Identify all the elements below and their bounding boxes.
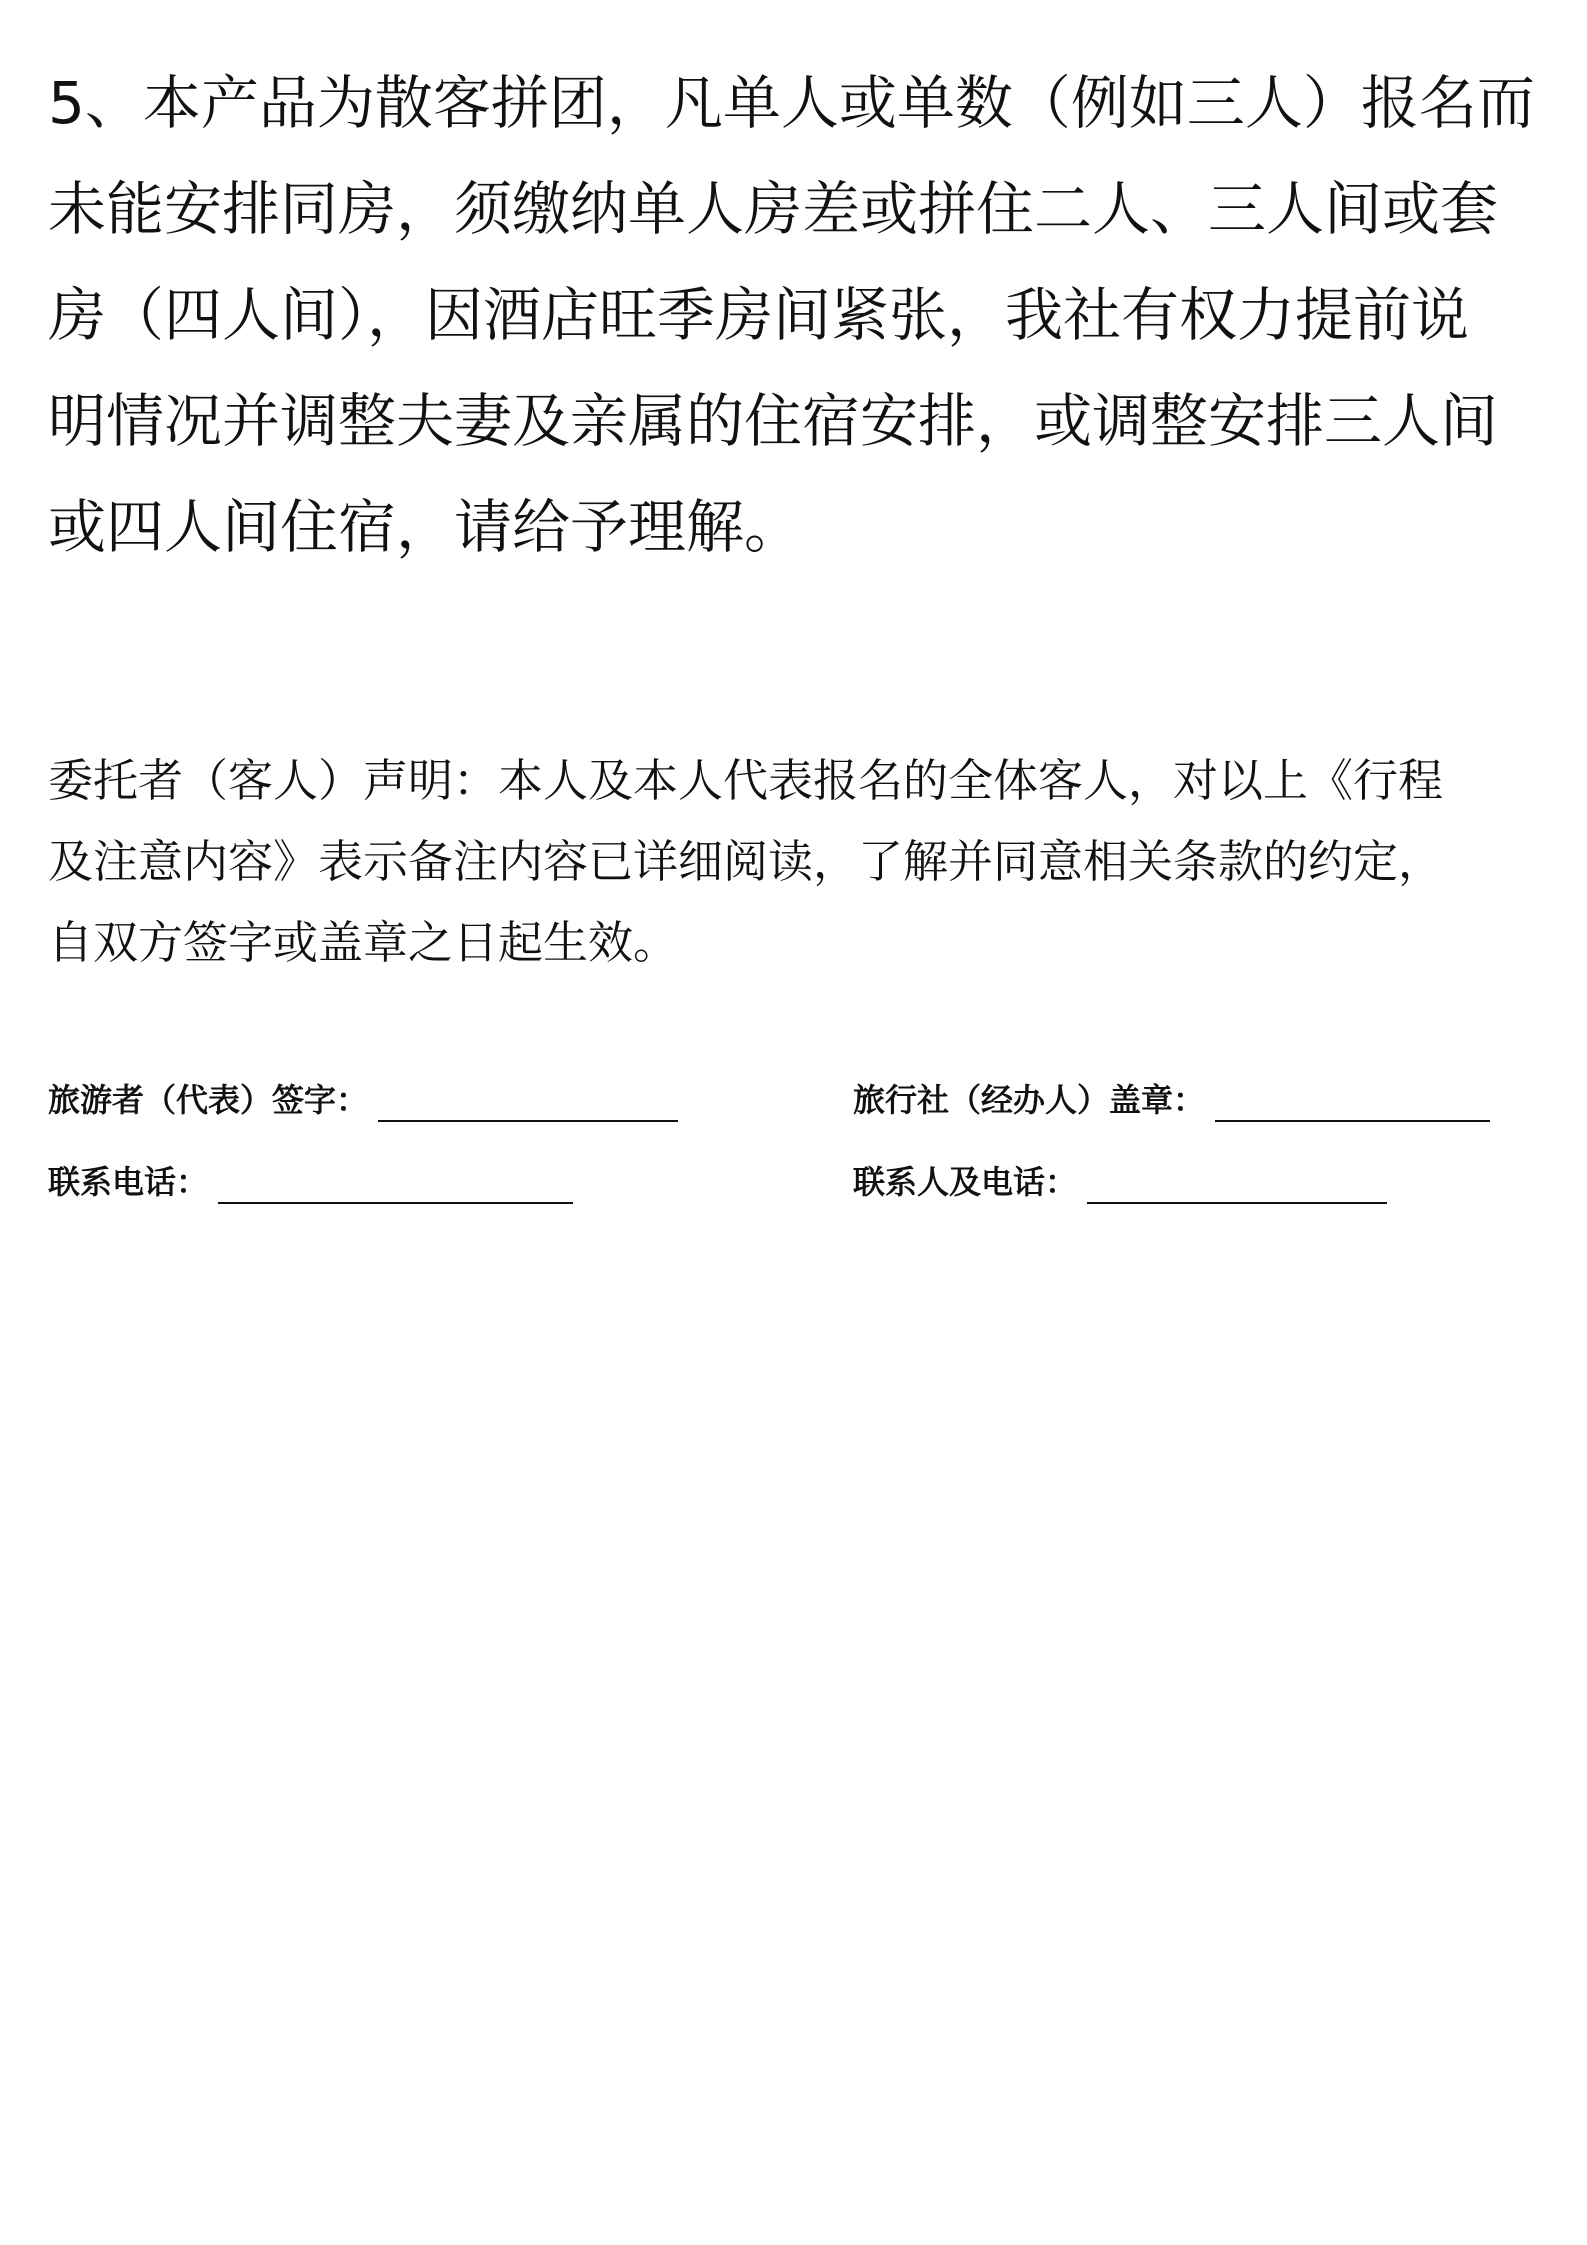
declaration-line: 自双方签字或盖章之日起生效。 bbox=[48, 916, 679, 969]
declaration-line: 及注意内容》表示备注内容已详细阅读，了解并同意相关条款的约定， bbox=[48, 835, 1444, 888]
tourist-signature-field bbox=[48, 1078, 678, 1122]
signature-row bbox=[48, 1078, 1548, 1138]
agency-stamp-field bbox=[853, 1078, 1490, 1122]
agency-stamp-label: 旅行社（经办人）盖章： bbox=[853, 1081, 1206, 1119]
client-declaration bbox=[48, 740, 1548, 983]
contact-row bbox=[48, 1160, 1548, 1220]
tourist-phone-field bbox=[48, 1160, 573, 1204]
agency-contact-blank[interactable] bbox=[1087, 1162, 1387, 1204]
clause-line: 5、本产品为散客拼团，凡单人或单数（例如三人）报名而 bbox=[48, 69, 1535, 137]
clause-line: 房（四人间），因酒店旺季房间紧张，我社有权力提前说 bbox=[48, 281, 1470, 349]
agency-contact-label: 联系人及电话： bbox=[853, 1163, 1078, 1201]
agency-contact-field bbox=[853, 1160, 1387, 1204]
tourist-phone-label: 联系电话： bbox=[48, 1163, 209, 1201]
clause-line: 明情况并调整夫妻及亲属的住宿安排，或调整安排三人间 bbox=[48, 387, 1499, 455]
declaration-line: 委托者（客人）声明：本人及本人代表报名的全体客人，对以上《行程 bbox=[48, 754, 1444, 807]
tourist-signature-label: 旅游者（代表）签字： bbox=[48, 1081, 369, 1119]
clause-line: 或四人间住宿，请给予理解。 bbox=[48, 493, 803, 561]
tourist-phone-blank[interactable] bbox=[218, 1162, 573, 1204]
tourist-signature-blank[interactable] bbox=[378, 1080, 678, 1122]
clause-5-paragraph bbox=[48, 50, 1548, 580]
clause-line: 未能安排同房，须缴纳单人房差或拼住二人、三人间或套 bbox=[48, 175, 1499, 243]
agency-stamp-blank[interactable] bbox=[1215, 1080, 1490, 1122]
